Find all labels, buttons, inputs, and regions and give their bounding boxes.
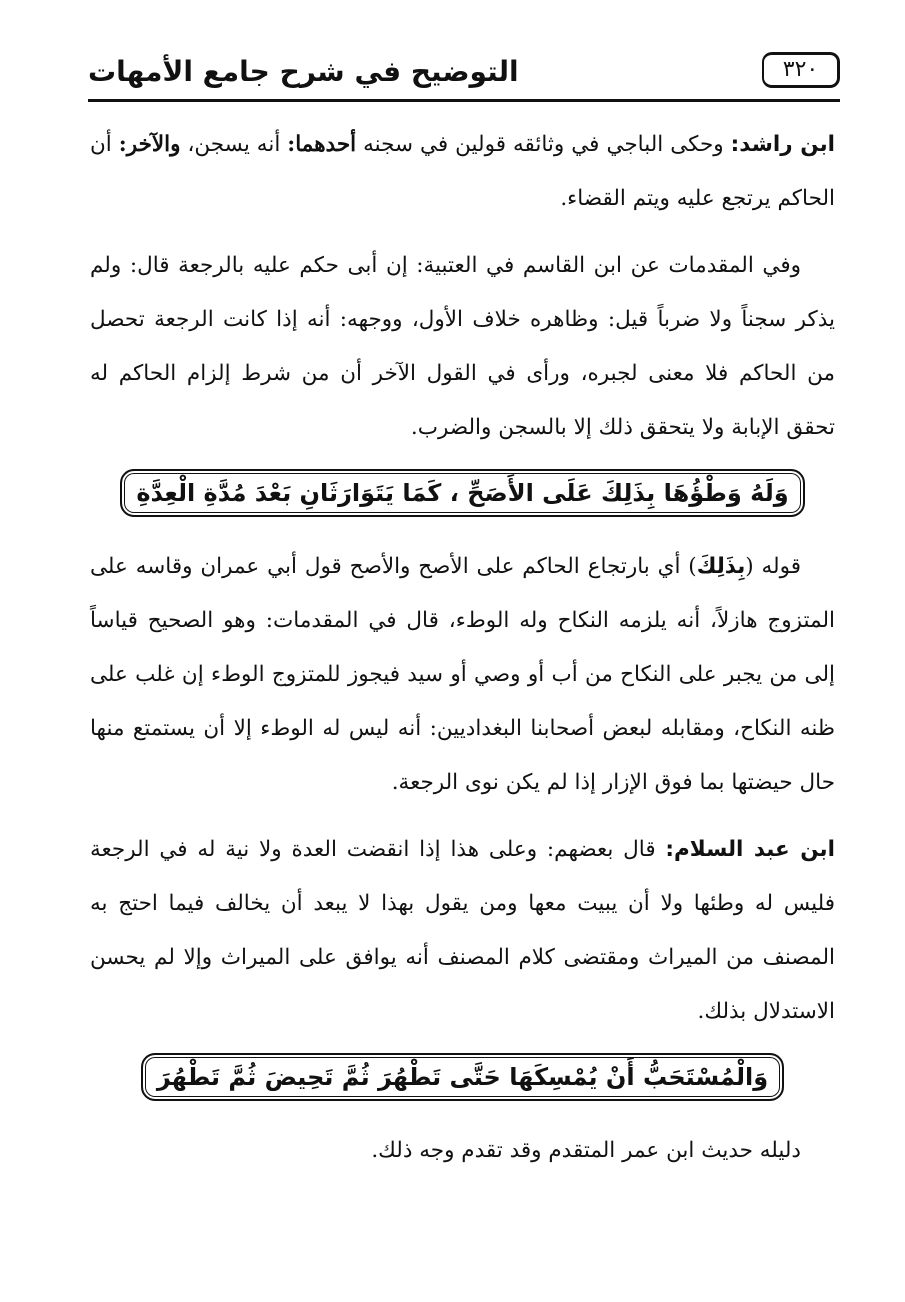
paragraph-text: أن الحاكم يرتجع عليه ويتم القضاء. bbox=[90, 132, 835, 211]
keyword: أحدهما: bbox=[287, 132, 357, 157]
header-rule bbox=[88, 99, 840, 102]
matn-quote-text: وَالْمُسْتَحَبُّ أَنْ يُمْسِكَهَا حَتَّى تَطْهُرَ ثُمَّ تَحِيضَ ثُمَّ تَطْهُرَ bbox=[141, 1053, 784, 1101]
matn-quote-2 bbox=[90, 1052, 835, 1104]
paragraph-ibn-rashid bbox=[90, 118, 835, 226]
page-body bbox=[90, 118, 835, 1191]
page-number-box bbox=[762, 52, 840, 88]
matn-reference: بِذَلِكَ bbox=[696, 554, 746, 579]
paragraph-text: ) أي بارتجاع الحاكم على الأصح والأصح قول أبي عمران وقاسه على المتزوج هازلاً، أنه يلزمه النكاح وله الوطء، قال في المقدمات: وهو الصحيح قياساً إلى من يجبر على النكاح من أب أو وصي أو سيد فيجوز للمتزوج الوطء إن غلب على ظنه النكاح، ومقابله لبعض أصحابنا البغداديين: أنه ليس له الوطء إلا أن يستمتع منها حال حيضتها بما فوق الإزار إذا لم يكن نوى الرجعة. bbox=[90, 554, 835, 795]
paragraph-text: قوله ( bbox=[745, 554, 801, 579]
keyword: والآخر: bbox=[118, 132, 181, 157]
paragraph-evidence: دليله حديث ابن عمر المتقدم وقد تقدم وجه ذلك. bbox=[371, 1138, 801, 1163]
page-number: ٣٢٠ bbox=[782, 57, 819, 82]
paragraph-muqaddimat: وفي المقدمات عن ابن القاسم في العتبية: إن أبى حكم عليه بالرجعة قال: ولم يذكر سجناً ولا ضرباً قيل: وظاهره خلاف الأول، ووجهه: أنه إذا كانت الرجعة تحصل من الحاكم فلا معنى لجبره، ورأى في القول الآخر أن من شرط إلزام الحاكم له تحقق الإبابة ولا يتحقق ذلك إلا بالسجن والضرب. bbox=[90, 253, 835, 440]
paragraph-ibn-abd-salam bbox=[90, 823, 835, 1039]
speaker-label: ابن راشد: bbox=[730, 132, 836, 157]
paragraph-text: وحكى الباجي في وثائقه قولين في سجنه bbox=[356, 132, 731, 157]
matn-quote-text: وَلَهُ وَطْؤُهَا بِذَلِكَ عَلَى الأَصَحِّ ، كَمَا يَتَوَارَثَانِ بَعْدَ مُدَّةِ الْعِدَّةِ bbox=[120, 469, 804, 517]
running-title: التوضيح في شرح جامع الأمهات bbox=[88, 55, 519, 88]
paragraph-commentary bbox=[90, 540, 835, 810]
paragraph-text: أنه يسجن، bbox=[180, 132, 288, 157]
page-header bbox=[88, 46, 840, 102]
speaker-label: ابن عبد السلام: bbox=[665, 837, 835, 862]
matn-quote-1 bbox=[90, 468, 835, 520]
paragraph-text: قال بعضهم: وعلى هذا إذا انقضت العدة ولا نية له في الرجعة فليس له وطئها ولا أن يبيت معها ومن يقول بهذا لا يبعد أن يخالف فيما احتج به المصنف من الميراث ومقتضى كلام المصنف أنه يوافق على الميراث وإلا لم يحسن الاستدلال بذلك. bbox=[90, 837, 835, 1024]
